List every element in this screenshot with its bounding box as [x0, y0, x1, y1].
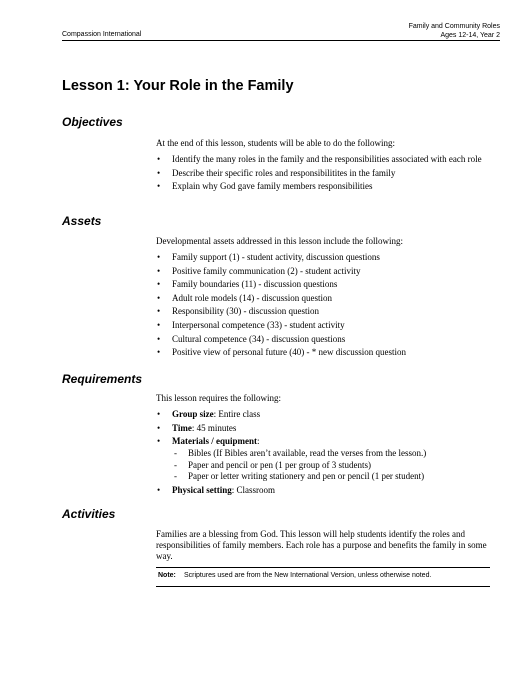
assets-heading: Assets	[62, 214, 102, 228]
materials-list	[172, 448, 496, 482]
list-item: • Positive view of personal future (40) - * new discussion question	[157, 347, 406, 358]
bullet-icon: •	[157, 279, 161, 290]
bullet-icon: •	[157, 436, 161, 447]
header-course-title: Family and Community Roles	[408, 23, 500, 30]
note-bottom-divider	[156, 586, 490, 587]
setting-value: : Classroom	[231, 484, 276, 495]
note-text: Scriptures used are from the New International Version, unless otherwise noted.	[183, 572, 432, 579]
bullet-icon: •	[157, 333, 161, 344]
objectives-section	[156, 138, 496, 195]
requirements-section	[156, 393, 496, 499]
activities-heading: Activities	[62, 507, 116, 521]
group-size-label: Group size	[172, 409, 214, 419]
list-item: • Family support (1) - student activity, discussion questions	[157, 252, 380, 262]
time-label: Time	[172, 422, 192, 433]
objectives-intro: At the end of this lesson, students will be able to do the following:	[156, 138, 395, 148]
list-item: • Identify the many roles in the family and the responsibilities associated with each role	[157, 154, 482, 164]
setting-label: Physical setting	[172, 484, 232, 495]
objectives-list	[156, 154, 496, 192]
bullet-icon: •	[157, 409, 161, 419]
activities-section	[156, 529, 496, 562]
note	[158, 572, 431, 579]
bullet-icon: •	[157, 347, 161, 358]
list-item: - Paper or letter writing stationery and pen or pencil (1 per student)	[174, 471, 425, 482]
list-item: • Cultural competence (34) - discussion questions	[157, 333, 346, 344]
header-course-info	[409, 22, 500, 40]
list-item: • Responsibility (30) - discussion question	[157, 306, 319, 317]
list-item: • Interpersonal competence (33) - student activity	[157, 319, 345, 330]
list-item: • Adult role models (14) - discussion question	[157, 292, 332, 303]
bullet-icon: •	[157, 167, 161, 178]
note-label: Note:	[158, 572, 176, 579]
bullet-icon: •	[157, 319, 161, 330]
list-item: - Bibles (If Bibles aren’t available, read the verses from the lesson.)	[174, 448, 427, 459]
dash-icon: -	[174, 459, 177, 470]
bullet-icon: •	[157, 306, 161, 317]
time-value: : 45 minutes	[191, 422, 237, 433]
bullet-icon: •	[157, 422, 161, 433]
dash-icon: -	[174, 471, 177, 482]
list-item: • Positive family communication (2) - student activity	[157, 265, 361, 276]
bullet-icon: •	[157, 265, 161, 276]
assets-intro: Developmental assets addressed in this lesson include the following:	[156, 236, 403, 246]
note-top-divider	[156, 567, 490, 568]
bullet-icon: •	[157, 154, 161, 164]
objectives-heading: Objectives	[62, 115, 123, 129]
list-item	[156, 423, 496, 434]
assets-section	[156, 236, 496, 361]
activities-text: Families are a blessing from God. This lesson will help students identify the roles and responsibilities of family members. Each role has a purpose and benefits the family in some way.	[156, 529, 487, 561]
lesson-title: Lesson 1: Your Role in the Family	[62, 78, 294, 94]
bullet-icon: •	[157, 484, 161, 495]
bullet-icon: •	[157, 252, 161, 262]
list-item: • Materials / equipment: - Bibles (If Bibles aren’t available, read the verses from the lesson.) - Paper and pencil or pen (1 per group of 3 students) - Paper or letter writing stationery and pen or pencil (1 per student)	[156, 436, 496, 482]
list-item: • Family boundaries (11) - discussion questions	[157, 279, 338, 290]
header-age-range: Ages 12-14, Year 2	[440, 32, 500, 39]
header-divider	[62, 40, 500, 41]
list-item	[156, 409, 496, 420]
list-item: - Paper and pencil or pen (1 per group of 3 students)	[174, 459, 371, 470]
bullet-icon: •	[157, 181, 161, 192]
list-item: • Explain why God gave family members responsibilities	[157, 181, 373, 192]
materials-label: Materials / equipment	[172, 436, 257, 447]
bullet-icon: •	[157, 292, 161, 303]
requirements-intro: This lesson requires the following:	[156, 393, 281, 403]
list-item	[156, 485, 496, 496]
assets-list	[156, 252, 496, 358]
requirements-heading: Requirements	[62, 372, 143, 386]
header-organization: Compassion International	[62, 31, 142, 38]
list-item: • Describe their specific roles and responsibilitites in the family	[157, 167, 396, 178]
dash-icon: -	[174, 448, 177, 459]
requirements-list	[156, 409, 496, 496]
group-size-value: : Entire class	[213, 409, 261, 419]
